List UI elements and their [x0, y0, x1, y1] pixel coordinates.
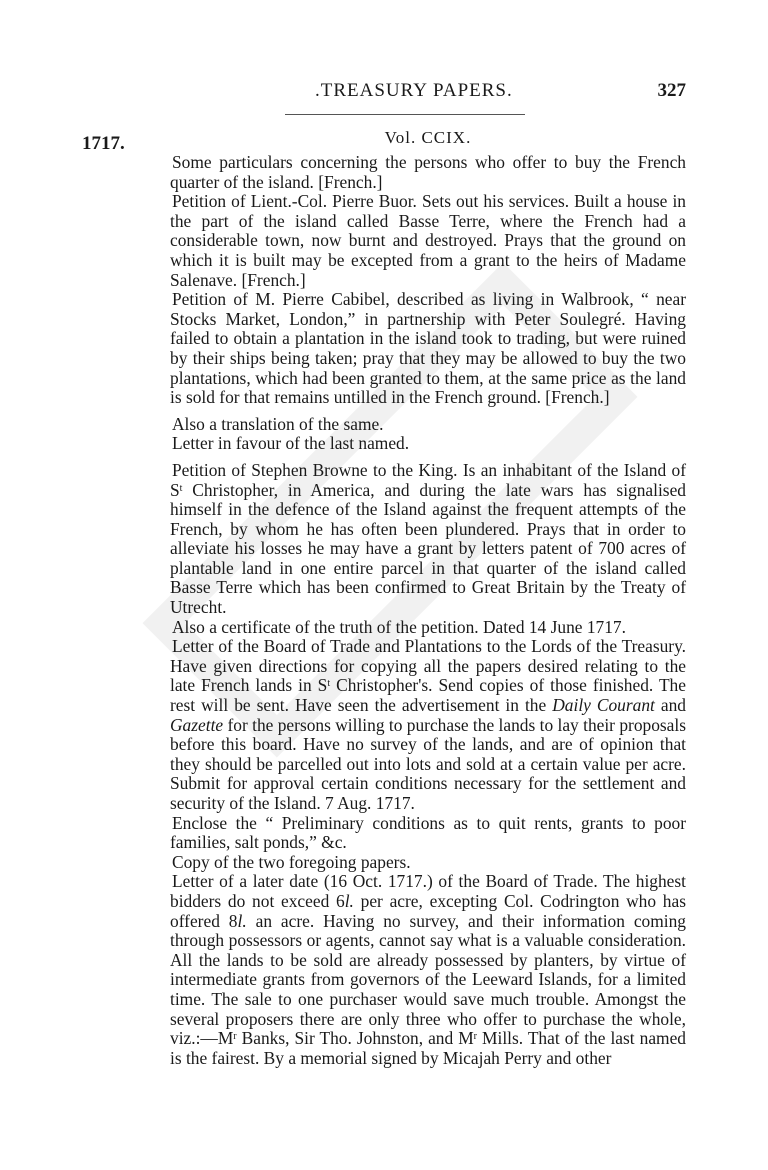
paragraph: Copy of the two foregoing papers. [172, 851, 411, 872]
paragraph: Letter of the Board of Trade and Plantations to the Lords of the Treasury. Have given directions for copying all the papers desired relating to the late French lands in $S^t$ Christopher's. Send copies of those finished. The rest will be sent. Have seen the advertisement in the Daily Courant and Gazette for the persons willing to purchase the lands to lay their proposals before this board. Have no survey of the lands, and are of opinion that they should be parcelled out into lots and sold at a certain value per acre. Submit for approval certain conditions necessary for the settlement and security of the Island. 7 Aug. 1717. [170, 636, 686, 813]
margin-year: 1717. [82, 133, 125, 154]
paragraph: Also a certificate of the truth of the petition. Dated 14 June 1717. [172, 616, 626, 637]
running-title: .TREASURY PAPERS. [315, 80, 513, 101]
paragraph: Petition of Lient.-Col. Pierre Buor. Sets out his services. Built a house in the part of the island called Basse Terre, where the French had a considerable town, now burnt and destroyed. Prays that the ground on which it is built may be excepted from a grant to the heirs of Madame Salenave. [French.] [170, 191, 686, 290]
paragraph: Some particulars concerning the persons who offer to buy the French quarter of the island. [French.] [170, 152, 686, 192]
paragraph: Enclose the “ Preliminary conditions as to quit rents, grants to poor families, salt ponds,” &c. [170, 812, 686, 853]
header-rule [285, 114, 525, 115]
paragraph: Petition of M. Pierre Cabibel, described as living in Walbrook, “ near Stocks Market, London,” in partnership with Peter Soulegré. Having failed to obtain a plantation in the island took to trading, but were ruined by their ships being taken; pray that they may be allowed to buy the two plantations, which had been granted to them, at the same price as the land is sold for that remains untilled in the French ground. [French.] [170, 289, 686, 408]
paragraph: Also a translation of the same. [172, 413, 384, 434]
volume-heading: Vol. CCIX. [384, 128, 472, 147]
page-header [170, 80, 686, 114]
paragraph: Letter of a later date (16 Oct. 1717.) of the Board of Trade. The highest bidders do not exceed 6l. per acre, excepting Col. Codrington who has offered 8l. an acre. Having no survey, and their information coming through possessors or agents, cannot say what is a valuable consideration. All the lands to be sold are already possessed by planters, by virtue of intermediate grants from governors of the Leeward Islands, for a limited time. The sale to one purchaser would save much trouble. Amongst the several proposers there are only three who offer to purchase the whole, $viz.:—M^r$ Banks, Sir Tho. Johnston, and $M^r$ Mills. That of the last named is the fairest. By a memorial signed by Micajah Perry and other [170, 871, 686, 1068]
paragraph: Letter in favour of the last named. [172, 433, 410, 454]
page-number: 327 [657, 80, 686, 101]
body-text [170, 153, 686, 1068]
paragraph: Petition of Stephen Browne to the King. Is an inhabitant of the Island of $S^t$ Christopher, in America, and during the late wars has signalised himself in the defence of the Island against the frequent attempts of the French, by whom he has often been plundered. Prays that in order to alleviate his losses he may have a grant by letters patent of 700 acres of plantable land in one entire parcel in that quarter of the island called Basse Terre which has been confirmed to Great Britain by the Treaty of Utrecht. [170, 459, 686, 618]
